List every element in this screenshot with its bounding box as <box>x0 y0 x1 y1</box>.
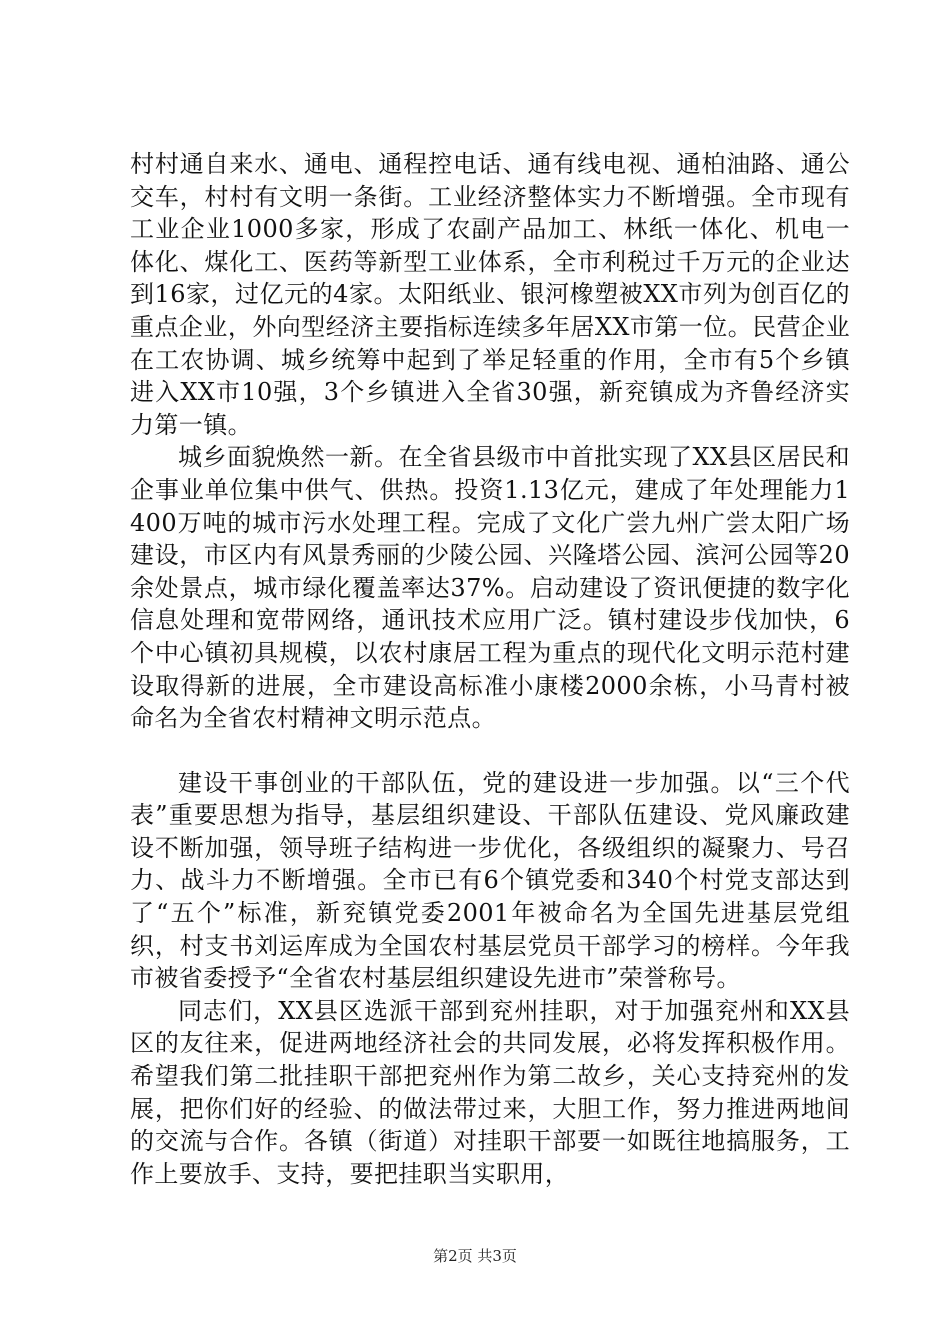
paragraph-industry: 村村通自来水、通电、通程控电话、通有线电视、通柏油路、通公交车，村村有文明一条街。工业经济整体实力不断增强。全市现有工业企业1000多家，形成了农副产品加工、林纸一体化、机电一体化、煤化工、医药等新型工业体系，全市利税过千万元的企业达到16家，过亿元的4家。太阳纸业、银河橡塑被XX市列为创百亿的重点企业，外向型经济主要指标连续多年居XX市第一位。民营企业在工农协调、城乡统筹中起到了举足轻重的作用，全市有5个乡镇进入XX市10强，3个乡镇进入全省30强，新兖镇成为齐鲁经济实力第一镇。 <box>130 150 850 439</box>
document-body <box>130 148 850 1190</box>
paragraph-urban-appearance: 城乡面貌焕然一新。在全省县级市中首批实现了XX县区居民和企事业单位集中供气、供热。投资1.13亿元，建成了年处理能力1400万吨的城市污水处理工程。完成了文化广尝九州广尝太阳广场建设，市区内有风景秀丽的少陵公园、兴隆塔公园、滨河公园等20余处景点，城市绿化覆盖率达37%。启动建设了资讯便捷的数字化信息处理和宽带网络，通讯技术应用广泛。镇村建设步伐加快，6个中心镇初具规模，以农村康居工程为重点的现代化文明示范村建设取得新的进展，全市建设高标准小康楼2000余栋，小马青村被命名为全省农村精神文明示范点。 <box>130 443 850 733</box>
page-number-footer: 第2页 共3页 <box>433 1247 517 1265</box>
paragraph-cadre-exchange: 同志们，XX县区选派干部到兖州挂职，对于加强兖州和XX县区的友往来，促进两地经济社会的共同发展，必将发挥积极作用。希望我们第二批挂职干部把兖州作为第二故乡，关心支持兖州的发展，把你们好的经验、的做法带过来，大胆工作，努力推进两地间的交流与合作。各镇（街道）对挂职干部要一如既往地搞服务，工作上要放手、支持，要把挂职当实职用， <box>130 996 850 1188</box>
paragraph-party-building: 建设干事创业的干部队伍，党的建设进一步加强。以“三个代表”重要思想为指导，基层组织建设、干部队伍建设、党风廉政建设不断加强，领导班子结构进一步优化，各级组织的凝聚力、号召力、战斗力不断增强。全市已有6个镇党委和340个村党支部达到了“五个”标准，新兖镇党委2001年被命名为全国先进基层党组织，村支书刘运库成为全国农村基层党员干部学习的榜样。今年我市被省委授予“全省农村基层组织建设先进市”荣誉称号。 <box>130 768 850 993</box>
